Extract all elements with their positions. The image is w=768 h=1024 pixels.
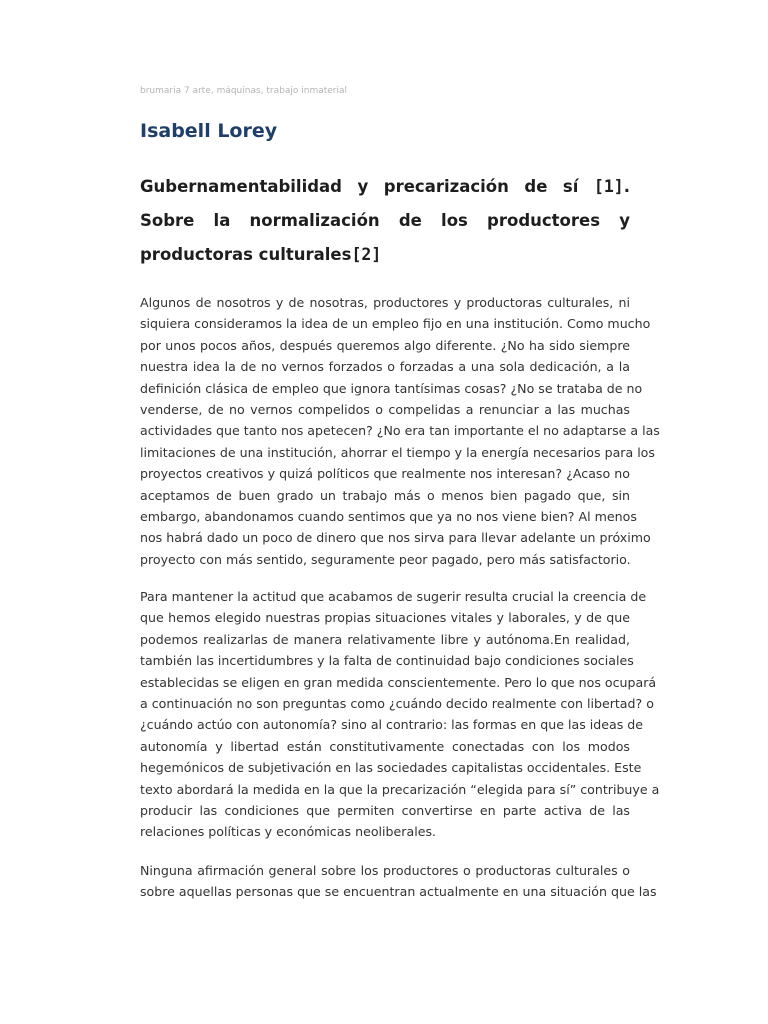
paragraph-line: nos habrá dado un poco de dinero que nos sirva para llevar adelante un próximo bbox=[140, 530, 651, 546]
paragraph-line: embargo, abandonamos cuando sentimos que ya no nos viene bien? Al menos bbox=[140, 509, 637, 525]
paragraph-line: actividades que tanto nos apetecen? ¿No era tan importante el no adaptarse a las bbox=[140, 423, 660, 439]
footnote-ref-2[interactable]: [2] bbox=[351, 245, 382, 264]
body-paragraph-1 bbox=[140, 292, 660, 570]
paragraph-line: Ninguna afirmación general sobre los productores o productoras culturales o bbox=[140, 863, 630, 878]
paragraph-line: también las incertidumbres y la falta de continuidad bajo condiciones sociales bbox=[140, 653, 634, 669]
paragraph-line: nuestra idea la de no vernos forzados o forzadas a una sola dedicación, a la bbox=[140, 359, 630, 375]
paragraph-line: a continuación no son preguntas como ¿cuándo decido realmente con libertad? o bbox=[140, 696, 654, 712]
paragraph-line: proyecto con más sentido, seguramente peor pagado, pero más satisfactorio. bbox=[140, 551, 631, 567]
title-text: Gubernamentabilidad y precarización de sí bbox=[140, 177, 594, 196]
paragraph-line: siquiera consideramos la idea de un empleo fijo en una institución. Como mucho bbox=[140, 316, 651, 332]
paragraph-line: hegemónicos de subjetivación en las sociedades capitalistas occidentales. Este bbox=[140, 760, 642, 776]
body-paragraph-3 bbox=[140, 860, 657, 903]
paragraph-line: definición clásica de empleo que ignora tantísimas cosas? ¿No se trataba de no bbox=[140, 380, 643, 396]
paragraph-line: establecidas se eligen en gran medida conscientemente. Pero lo que nos ocupará bbox=[140, 674, 657, 690]
paragraph-line: Algunos de nosotros y de nosotras, productores y productoras culturales, ni bbox=[140, 295, 630, 310]
breadcrumb: brumaria 7 arte, máquinas, trabajo inmaterial bbox=[140, 86, 348, 96]
paragraph-line: aceptamos de buen grado un trabajo más o menos bien pagado que, sin bbox=[140, 487, 630, 503]
paragraph-line: limitaciones de una institución, ahorrar el tiempo y la energía necesarios para los bbox=[140, 444, 655, 460]
footnote-ref-1[interactable]: [1] bbox=[593, 177, 624, 196]
paragraph-line: por unos pocos años, después queremos algo diferente. ¿No ha sido siempre bbox=[140, 337, 630, 353]
paragraph-line: producir las condiciones que permiten convertirse en parte activa de las bbox=[140, 803, 630, 819]
paragraph-line: texto abordará la medida en la que la precarización “elegida para sí” contribuye a bbox=[140, 781, 660, 797]
title-text-continued: . Sobre la normalización de los productores y productoras culturales bbox=[140, 177, 630, 264]
paragraph-line: ¿cuándo actúo con autonomía? sino al contrario: las formas en que las ideas de bbox=[140, 717, 644, 733]
paragraph-line: sobre aquellas personas que se encuentran actualmente en una situación que las bbox=[140, 884, 657, 900]
paragraph-line: Para mantener la actitud que acabamos de sugerir resulta crucial la creencia de bbox=[140, 589, 647, 604]
author-name: Isabell Lorey bbox=[140, 120, 278, 142]
paragraph-line: proyectos creativos y quizá políticos que realmente nos interesan? ¿Acaso no bbox=[140, 466, 630, 482]
paragraph-line: relaciones políticas y económicas neoliberales. bbox=[140, 824, 437, 840]
article-title bbox=[140, 170, 630, 272]
body-paragraph-2 bbox=[140, 586, 660, 843]
paragraph-line: que hemos elegido nuestras propias situaciones vitales y laborales, y de que bbox=[140, 610, 630, 626]
paragraph-line: autonomía y libertad están constitutivamente conectadas con los modos bbox=[140, 738, 630, 754]
paragraph-line: podemos realizarlas de manera relativamente libre y autónoma.En realidad, bbox=[140, 631, 630, 647]
paragraph-line: venderse, de no vernos compelidos o compelidas a renunciar a las muchas bbox=[140, 402, 630, 418]
